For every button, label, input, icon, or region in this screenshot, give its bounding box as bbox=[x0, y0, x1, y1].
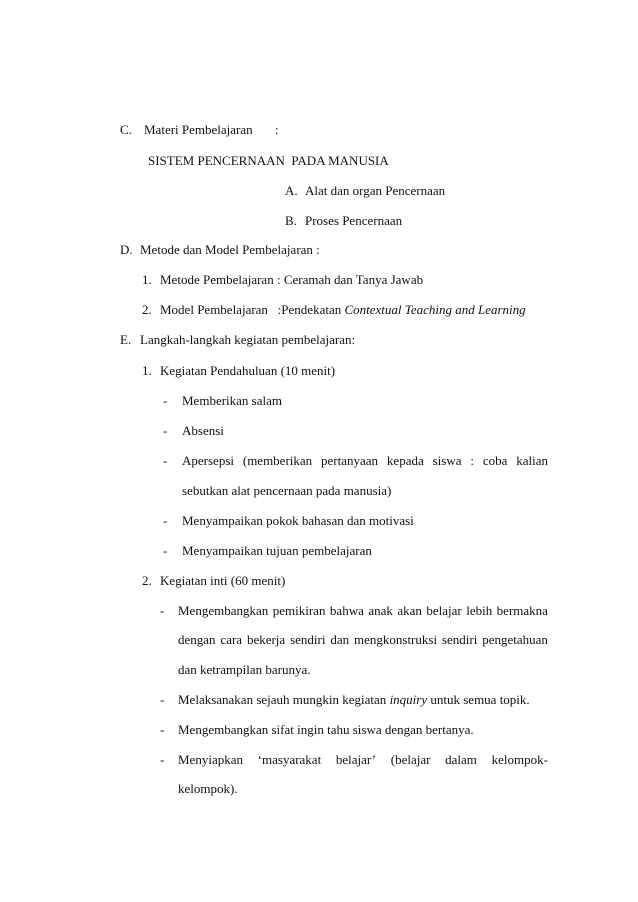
step1-bullet-dash: - bbox=[163, 513, 168, 528]
step1-bullet-dash: - bbox=[163, 453, 168, 468]
section-c-marker: C. bbox=[120, 122, 132, 137]
word: siswa bbox=[432, 453, 462, 468]
word: dengan bbox=[178, 632, 216, 647]
word: sendiri bbox=[441, 632, 478, 647]
section-e-marker: E. bbox=[120, 332, 132, 347]
word: dalam bbox=[445, 752, 477, 767]
word: kalian bbox=[516, 453, 548, 468]
word: cara bbox=[220, 632, 243, 647]
step2-marker: 2. bbox=[142, 573, 152, 588]
step1-title: Kegiatan Pendahuluan (10 menit) bbox=[160, 363, 336, 378]
step2-bullet-dash: - bbox=[160, 692, 165, 707]
word: lebih bbox=[466, 603, 493, 618]
word: : bbox=[470, 453, 474, 468]
word: bahwa bbox=[329, 603, 364, 618]
apersepsi-continuation: sebutkan alat pencernaan pada manusia) bbox=[182, 483, 392, 498]
word: (belajar bbox=[390, 752, 431, 767]
word: dan bbox=[330, 632, 350, 647]
word: mengkonstruksi bbox=[354, 632, 438, 647]
section-c-label: Materi Pembelajaran bbox=[144, 122, 253, 137]
step1-bullet-dash: - bbox=[163, 393, 168, 408]
step2-b4-line1 bbox=[178, 752, 548, 768]
word: bermakna bbox=[496, 603, 548, 618]
inquiry-term: inquiry bbox=[389, 692, 428, 707]
model-marker: 2. bbox=[142, 302, 152, 317]
step2-bullet-dash: - bbox=[160, 752, 165, 767]
apersepsi-line bbox=[182, 453, 548, 469]
word: anak bbox=[368, 603, 393, 618]
word: kelompok- bbox=[491, 752, 548, 767]
section-e-label: Langkah-langkah kegiatan pembelajaran: bbox=[140, 332, 356, 347]
word: ‘masyarakat bbox=[257, 752, 322, 767]
step2-b3-text: Mengembangkan sifat ingin tahu siswa dengan bertanya. bbox=[178, 722, 474, 737]
word: coba bbox=[482, 453, 508, 468]
word: belajar’ bbox=[335, 752, 377, 767]
model-text bbox=[160, 302, 526, 318]
step1-bullet-dash: - bbox=[163, 543, 168, 558]
step2-bullet-dash: - bbox=[160, 722, 165, 737]
model-text-italic: Contextual Teaching and Learning bbox=[344, 302, 526, 317]
metode-text: Metode Pembelajaran : Ceramah dan Tanya Jawab bbox=[160, 272, 424, 287]
word: pertanyaan bbox=[321, 453, 379, 468]
word: (memberikan bbox=[242, 453, 313, 468]
step1-bullet-text: Absensi bbox=[182, 423, 224, 438]
metode-marker: 1. bbox=[142, 272, 152, 287]
word: akan bbox=[397, 603, 422, 618]
section-c-colon: : bbox=[275, 122, 279, 137]
section-d-label: Metode dan Model Pembelajaran : bbox=[140, 242, 320, 257]
word: bekerja bbox=[246, 632, 286, 647]
word: pengetahuan bbox=[482, 632, 548, 647]
materi-item-b-marker: B. bbox=[285, 213, 297, 228]
materi-item-a-marker: A. bbox=[285, 183, 298, 198]
word: sendiri bbox=[290, 632, 326, 647]
section-d-marker: D. bbox=[120, 242, 133, 257]
word: belajar bbox=[426, 603, 462, 618]
step2-b1-line2 bbox=[178, 632, 548, 648]
step2-b1-line1 bbox=[178, 603, 548, 619]
step2-b2-before: Melaksanakan sejauh mungkin kegiatan bbox=[178, 692, 390, 707]
step1-bullet-text: Menyampaikan pokok bahasan dan motivasi bbox=[182, 513, 414, 528]
word: kepada bbox=[386, 453, 424, 468]
word: Apersepsi bbox=[182, 453, 234, 468]
step2-bullet-dash: - bbox=[160, 603, 165, 618]
word: Menyiapkan bbox=[178, 752, 243, 767]
step2-b4-line2: kelompok). bbox=[178, 781, 238, 796]
materi-topic: SISTEM PENCERNAAN PADA MANUSIA bbox=[148, 153, 389, 168]
step2-title: Kegiatan inti (60 menit) bbox=[160, 573, 286, 588]
word: Mengembangkan bbox=[178, 603, 269, 618]
materi-item-b: Proses Pencernaan bbox=[305, 213, 403, 228]
step2-b1-line3: dan ketrampilan barunya. bbox=[178, 662, 311, 677]
model-text-plain: Model Pembelajaran :Pendekatan bbox=[160, 302, 345, 317]
step1-marker: 1. bbox=[142, 363, 152, 378]
step1-bullet-text: Memberikan salam bbox=[182, 393, 282, 408]
materi-item-a: Alat dan organ Pencernaan bbox=[305, 183, 446, 198]
step1-bullet-text: Menyampaikan tujuan pembelajaran bbox=[182, 543, 372, 558]
word: pemikiran bbox=[272, 603, 326, 618]
step2-b2-after: untuk semua topik. bbox=[427, 692, 530, 707]
step2-b2-text bbox=[178, 692, 530, 708]
step1-bullet-dash: - bbox=[163, 423, 168, 438]
